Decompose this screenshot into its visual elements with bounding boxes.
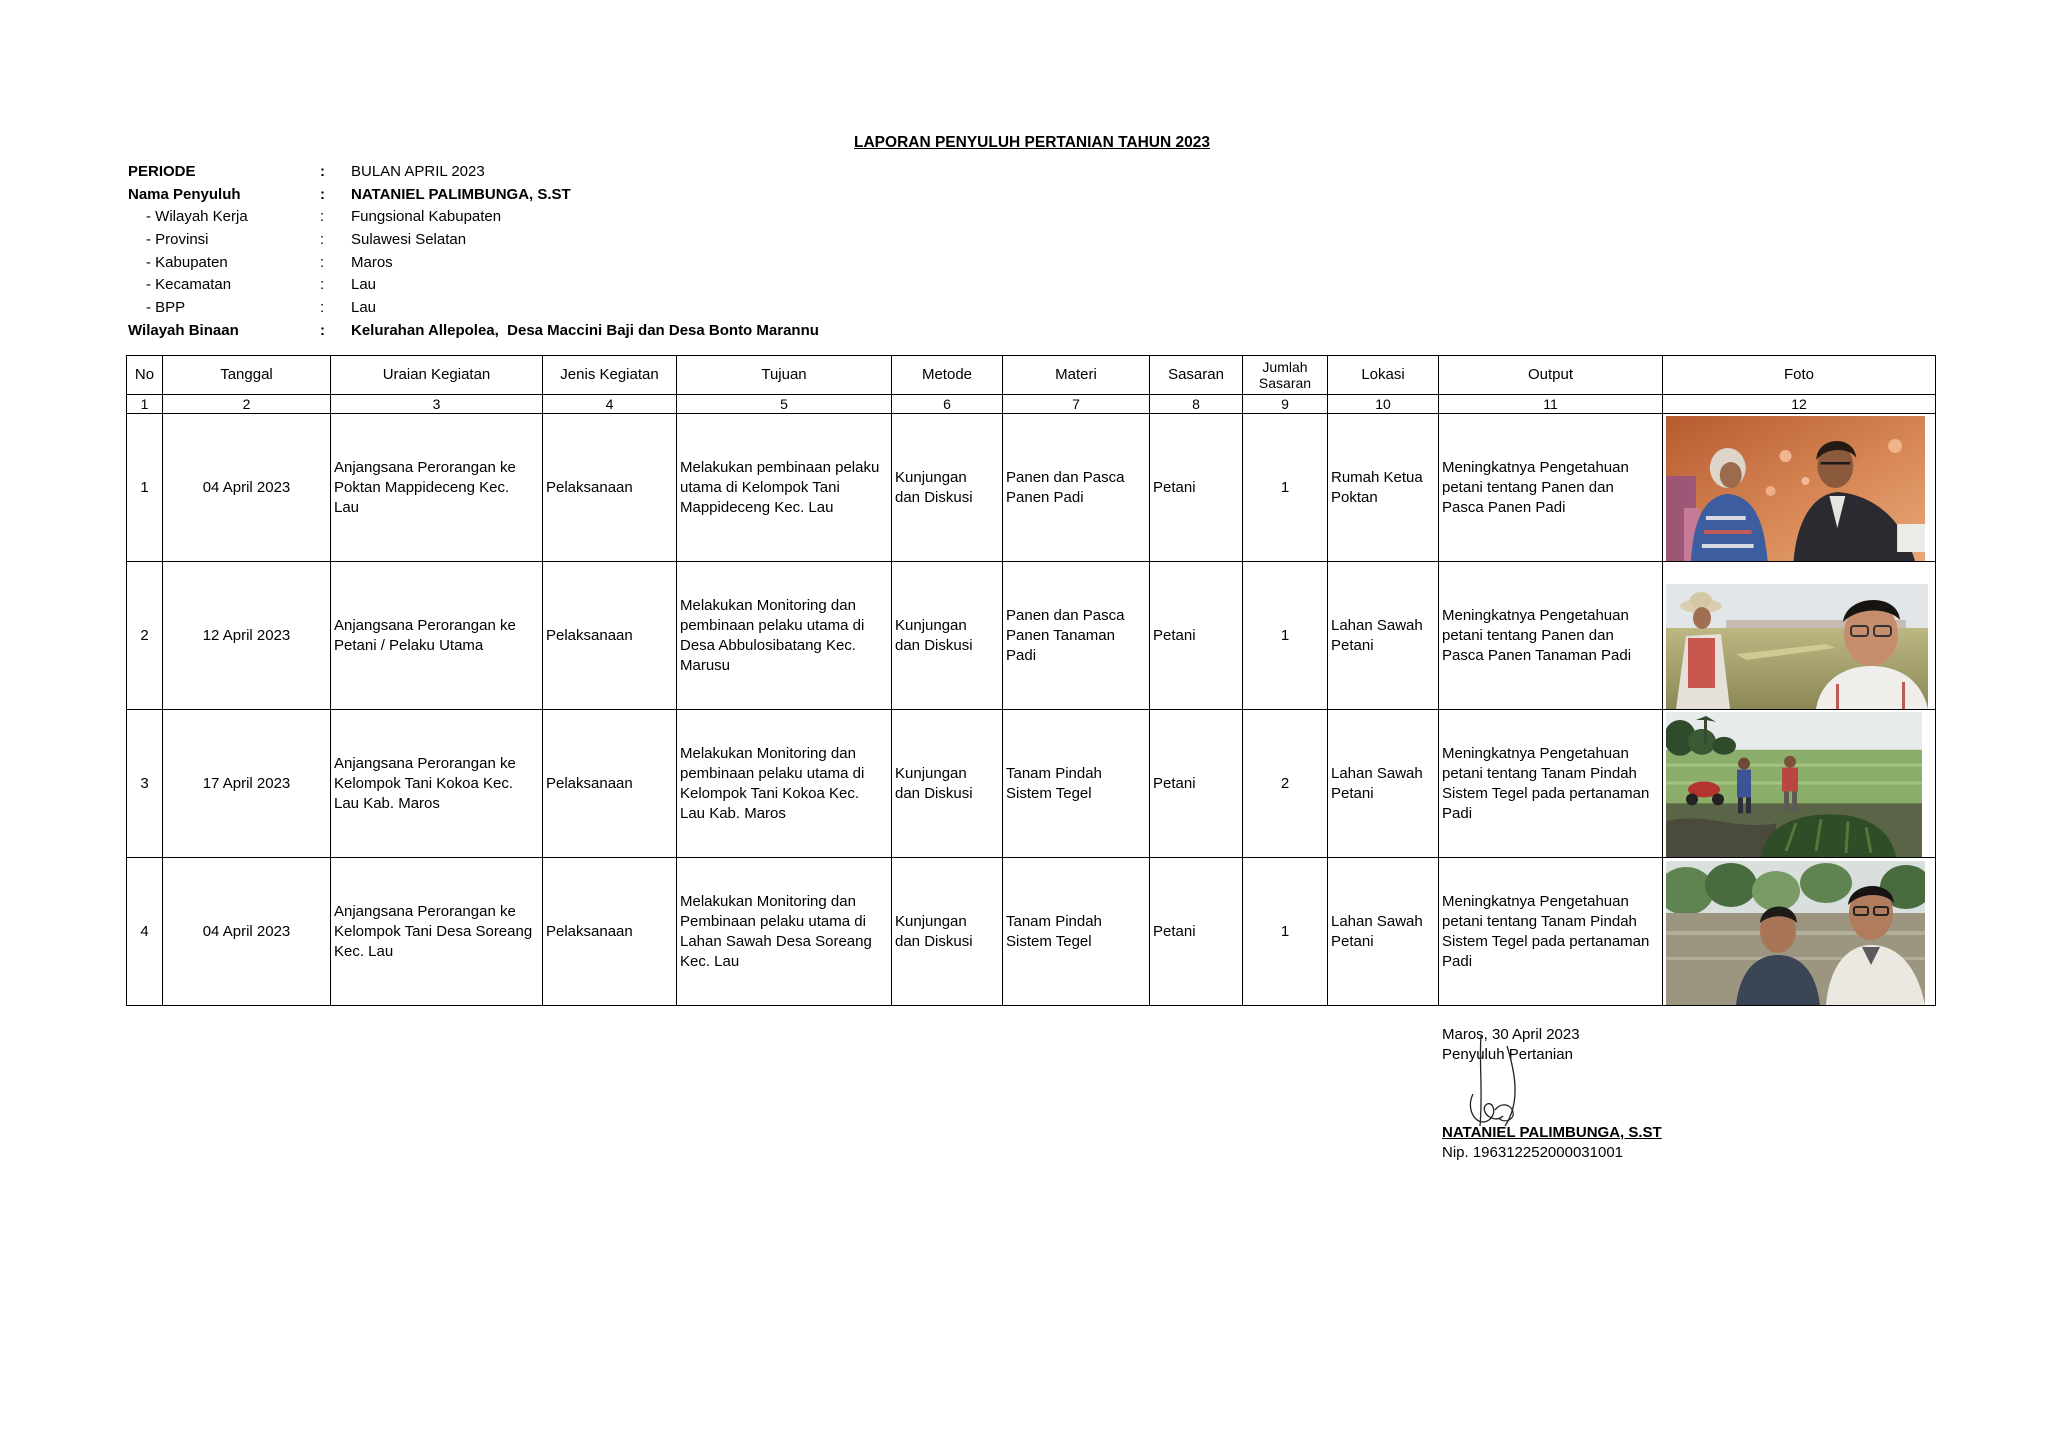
col-header-materi: Materi xyxy=(1003,356,1150,395)
column-number: 9 xyxy=(1243,395,1328,414)
cell-lokasi: Lahan Sawah Petani xyxy=(1328,858,1439,1006)
column-number: 5 xyxy=(677,395,892,414)
cell-lokasi: Lahan Sawah Petani xyxy=(1328,562,1439,710)
info-colon: : xyxy=(320,163,325,180)
cell-sasaran: Petani xyxy=(1150,414,1243,562)
table-row xyxy=(127,710,1936,858)
col-header-output: Output xyxy=(1439,356,1663,395)
column-number: 1 xyxy=(127,395,163,414)
info-value: Lau xyxy=(351,299,377,317)
cell-materi: Panen dan Pasca Panen Tanaman Padi xyxy=(1003,562,1150,710)
col-header-tujuan: Tujuan xyxy=(677,356,892,395)
info-row-provinsi xyxy=(0,229,1100,252)
info-row-nama-penyuluh xyxy=(0,184,1100,207)
signature-name: NATANIEL PALIMBUNGA, S.ST xyxy=(1442,1124,1662,1141)
info-value: Maros xyxy=(351,253,393,271)
cell-lokasi: Lahan Sawah Petani xyxy=(1328,710,1439,858)
signature-role: Penyuluh Pertanian xyxy=(1442,1046,1573,1063)
cell-tanggal: 12 April 2023 xyxy=(163,562,331,710)
info-label: Wilayah Binaan xyxy=(128,321,239,339)
col-header-jumlah-sasaran: Jumlah Sasaran xyxy=(1243,356,1328,395)
column-number: 12 xyxy=(1663,395,1936,414)
cell-uraian-kegiatan: Anjangsana Perorangan ke Kelompok Tani Kokoa Kec. Lau Kab. Maros xyxy=(331,710,543,858)
cell-sasaran: Petani xyxy=(1150,710,1243,858)
info-value: Sulawesi Selatan xyxy=(351,231,467,249)
info-colon: : xyxy=(320,299,325,317)
column-number: 4 xyxy=(543,395,677,414)
cell-materi: Panen dan Pasca Panen Padi xyxy=(1003,414,1150,562)
cell-metode: Kunjungan dan Diskusi xyxy=(892,710,1003,858)
col-header-no: No xyxy=(127,356,163,395)
cell-materi: Tanam Pindah Sistem Tegel xyxy=(1003,710,1150,858)
activity-photo-4 xyxy=(1666,861,1925,1005)
cell-lokasi: Rumah Ketua Poktan xyxy=(1328,414,1439,562)
info-value: Kelurahan Allepolea, Desa Maccini Baji dan Desa Bonto Marannu xyxy=(351,321,819,339)
table-row xyxy=(127,858,1936,1006)
info-label: Nama Penyuluh xyxy=(128,185,241,203)
activity-photo-2 xyxy=(1666,584,1928,709)
info-colon: : xyxy=(320,253,325,271)
column-number: 3 xyxy=(331,395,543,414)
info-colon: : xyxy=(320,208,325,226)
cell-jenis-kegiatan: Pelaksanaan xyxy=(543,710,677,858)
col-header-tanggal: Tanggal xyxy=(163,356,331,395)
column-number: 2 xyxy=(163,395,331,414)
column-number-row xyxy=(127,395,1936,414)
col-header-lokasi: Lokasi xyxy=(1328,356,1439,395)
cell-output: Meningkatnya Pengetahuan petani tentang Panen dan Pasca Panen Padi xyxy=(1439,414,1663,562)
cell-jenis-kegiatan: Pelaksanaan xyxy=(543,414,677,562)
info-label: - Provinsi xyxy=(146,231,209,249)
info-colon: : xyxy=(320,185,325,203)
cell-jumlah-sasaran: 2 xyxy=(1243,710,1328,858)
cell-metode: Kunjungan dan Diskusi xyxy=(892,562,1003,710)
info-colon: : xyxy=(320,321,325,339)
info-value: NATANIEL PALIMBUNGA, S.ST xyxy=(351,185,571,203)
cell-uraian-kegiatan: Anjangsana Perorangan ke Poktan Mappideceng Kec. Lau xyxy=(331,414,543,562)
column-number: 8 xyxy=(1150,395,1243,414)
cell-materi: Tanam Pindah Sistem Tegel xyxy=(1003,858,1150,1006)
col-header-uraian-kegiatan: Uraian Kegiatan xyxy=(331,356,543,395)
cell-output: Meningkatnya Pengetahuan petani tentang Tanam Pindah Sistem Tegel pada pertanaman Padi xyxy=(1439,858,1663,1006)
info-value: BULAN APRIL 2023 xyxy=(351,163,485,180)
info-colon: : xyxy=(320,231,325,249)
cell-uraian-kegiatan: Anjangsana Perorangan ke Petani / Pelaku Utama xyxy=(331,562,543,710)
cell-no: 3 xyxy=(127,710,163,858)
column-number: 10 xyxy=(1328,395,1439,414)
cell-tujuan: Melakukan Monitoring dan Pembinaan pelaku utama di Lahan Sawah Desa Soreang Kec. Lau xyxy=(677,858,892,1006)
cell-jenis-kegiatan: Pelaksanaan xyxy=(543,858,677,1006)
info-row-wilayah-binaan xyxy=(0,320,1100,343)
activity-photo-3 xyxy=(1666,712,1922,857)
cell-metode: Kunjungan dan Diskusi xyxy=(892,858,1003,1006)
cell-output: Meningkatnya Pengetahuan petani tentang Panen dan Pasca Panen Tanaman Padi xyxy=(1439,562,1663,710)
activity-photo-1 xyxy=(1666,416,1925,561)
col-header-foto: Foto xyxy=(1663,356,1936,395)
col-header-sasaran: Sasaran xyxy=(1150,356,1243,395)
cell-no: 1 xyxy=(127,414,163,562)
handwritten-signature xyxy=(1455,1032,1535,1132)
info-value: Lau xyxy=(351,276,377,294)
info-label: - Kabupaten xyxy=(146,253,228,271)
cell-tanggal: 17 April 2023 xyxy=(163,710,331,858)
info-label: - Kecamatan xyxy=(146,276,232,294)
table-header-row xyxy=(127,356,1936,395)
column-number: 6 xyxy=(892,395,1003,414)
cell-jumlah-sasaran: 1 xyxy=(1243,414,1328,562)
info-row-wilayah-kerja xyxy=(0,206,1100,229)
col-header-metode: Metode xyxy=(892,356,1003,395)
cell-sasaran: Petani xyxy=(1150,858,1243,1006)
info-label: - BPP xyxy=(146,299,186,317)
cell-no: 4 xyxy=(127,858,163,1006)
info-label: - Wilayah Kerja xyxy=(146,208,248,226)
activity-table xyxy=(126,355,1936,1006)
info-row-kabupaten xyxy=(0,252,1100,275)
cell-tujuan: Melakukan pembinaan pelaku utama di Kelompok Tani Mappideceng Kec. Lau xyxy=(677,414,892,562)
cell-sasaran: Petani xyxy=(1150,562,1243,710)
info-colon: : xyxy=(320,276,325,294)
info-row-kecamatan xyxy=(0,274,1100,297)
info-row-periode xyxy=(0,161,1100,184)
column-number: 7 xyxy=(1003,395,1150,414)
signature-nip: Nip. 196312252000031001 xyxy=(1442,1144,1624,1161)
cell-tujuan: Melakukan Monitoring dan pembinaan pelaku utama di Kelompok Tani Kokoa Kec. Lau Kab. Maros xyxy=(677,710,892,858)
col-header-jenis-kegiatan: Jenis Kegiatan xyxy=(543,356,677,395)
cell-jumlah-sasaran: 1 xyxy=(1243,562,1328,710)
info-row-bpp xyxy=(0,297,1100,320)
table-row xyxy=(127,414,1936,562)
report-title: LAPORAN PENYULUH PERTANIAN TAHUN 2023 xyxy=(854,134,1210,151)
cell-metode: Kunjungan dan Diskusi xyxy=(892,414,1003,562)
cell-uraian-kegiatan: Anjangsana Perorangan ke Kelompok Tani Desa Soreang Kec. Lau xyxy=(331,858,543,1006)
cell-tanggal: 04 April 2023 xyxy=(163,858,331,1006)
cell-no: 2 xyxy=(127,562,163,710)
table-row xyxy=(127,562,1936,710)
cell-jumlah-sasaran: 1 xyxy=(1243,858,1328,1006)
info-label: PERIODE xyxy=(128,163,196,180)
column-number: 11 xyxy=(1439,395,1663,414)
cell-jenis-kegiatan: Pelaksanaan xyxy=(543,562,677,710)
cell-tujuan: Melakukan Monitoring dan pembinaan pelaku utama di Desa Abbulosibatang Kec. Marusu xyxy=(677,562,892,710)
cell-output: Meningkatnya Pengetahuan petani tentang Tanam Pindah Sistem Tegel pada pertanaman Padi xyxy=(1439,710,1663,858)
cell-tanggal: 04 April 2023 xyxy=(163,414,331,562)
signature-place-date: Maros, 30 April 2023 xyxy=(1442,1026,1580,1043)
report-info xyxy=(0,161,1100,343)
info-value: Fungsional Kabupaten xyxy=(351,208,502,226)
